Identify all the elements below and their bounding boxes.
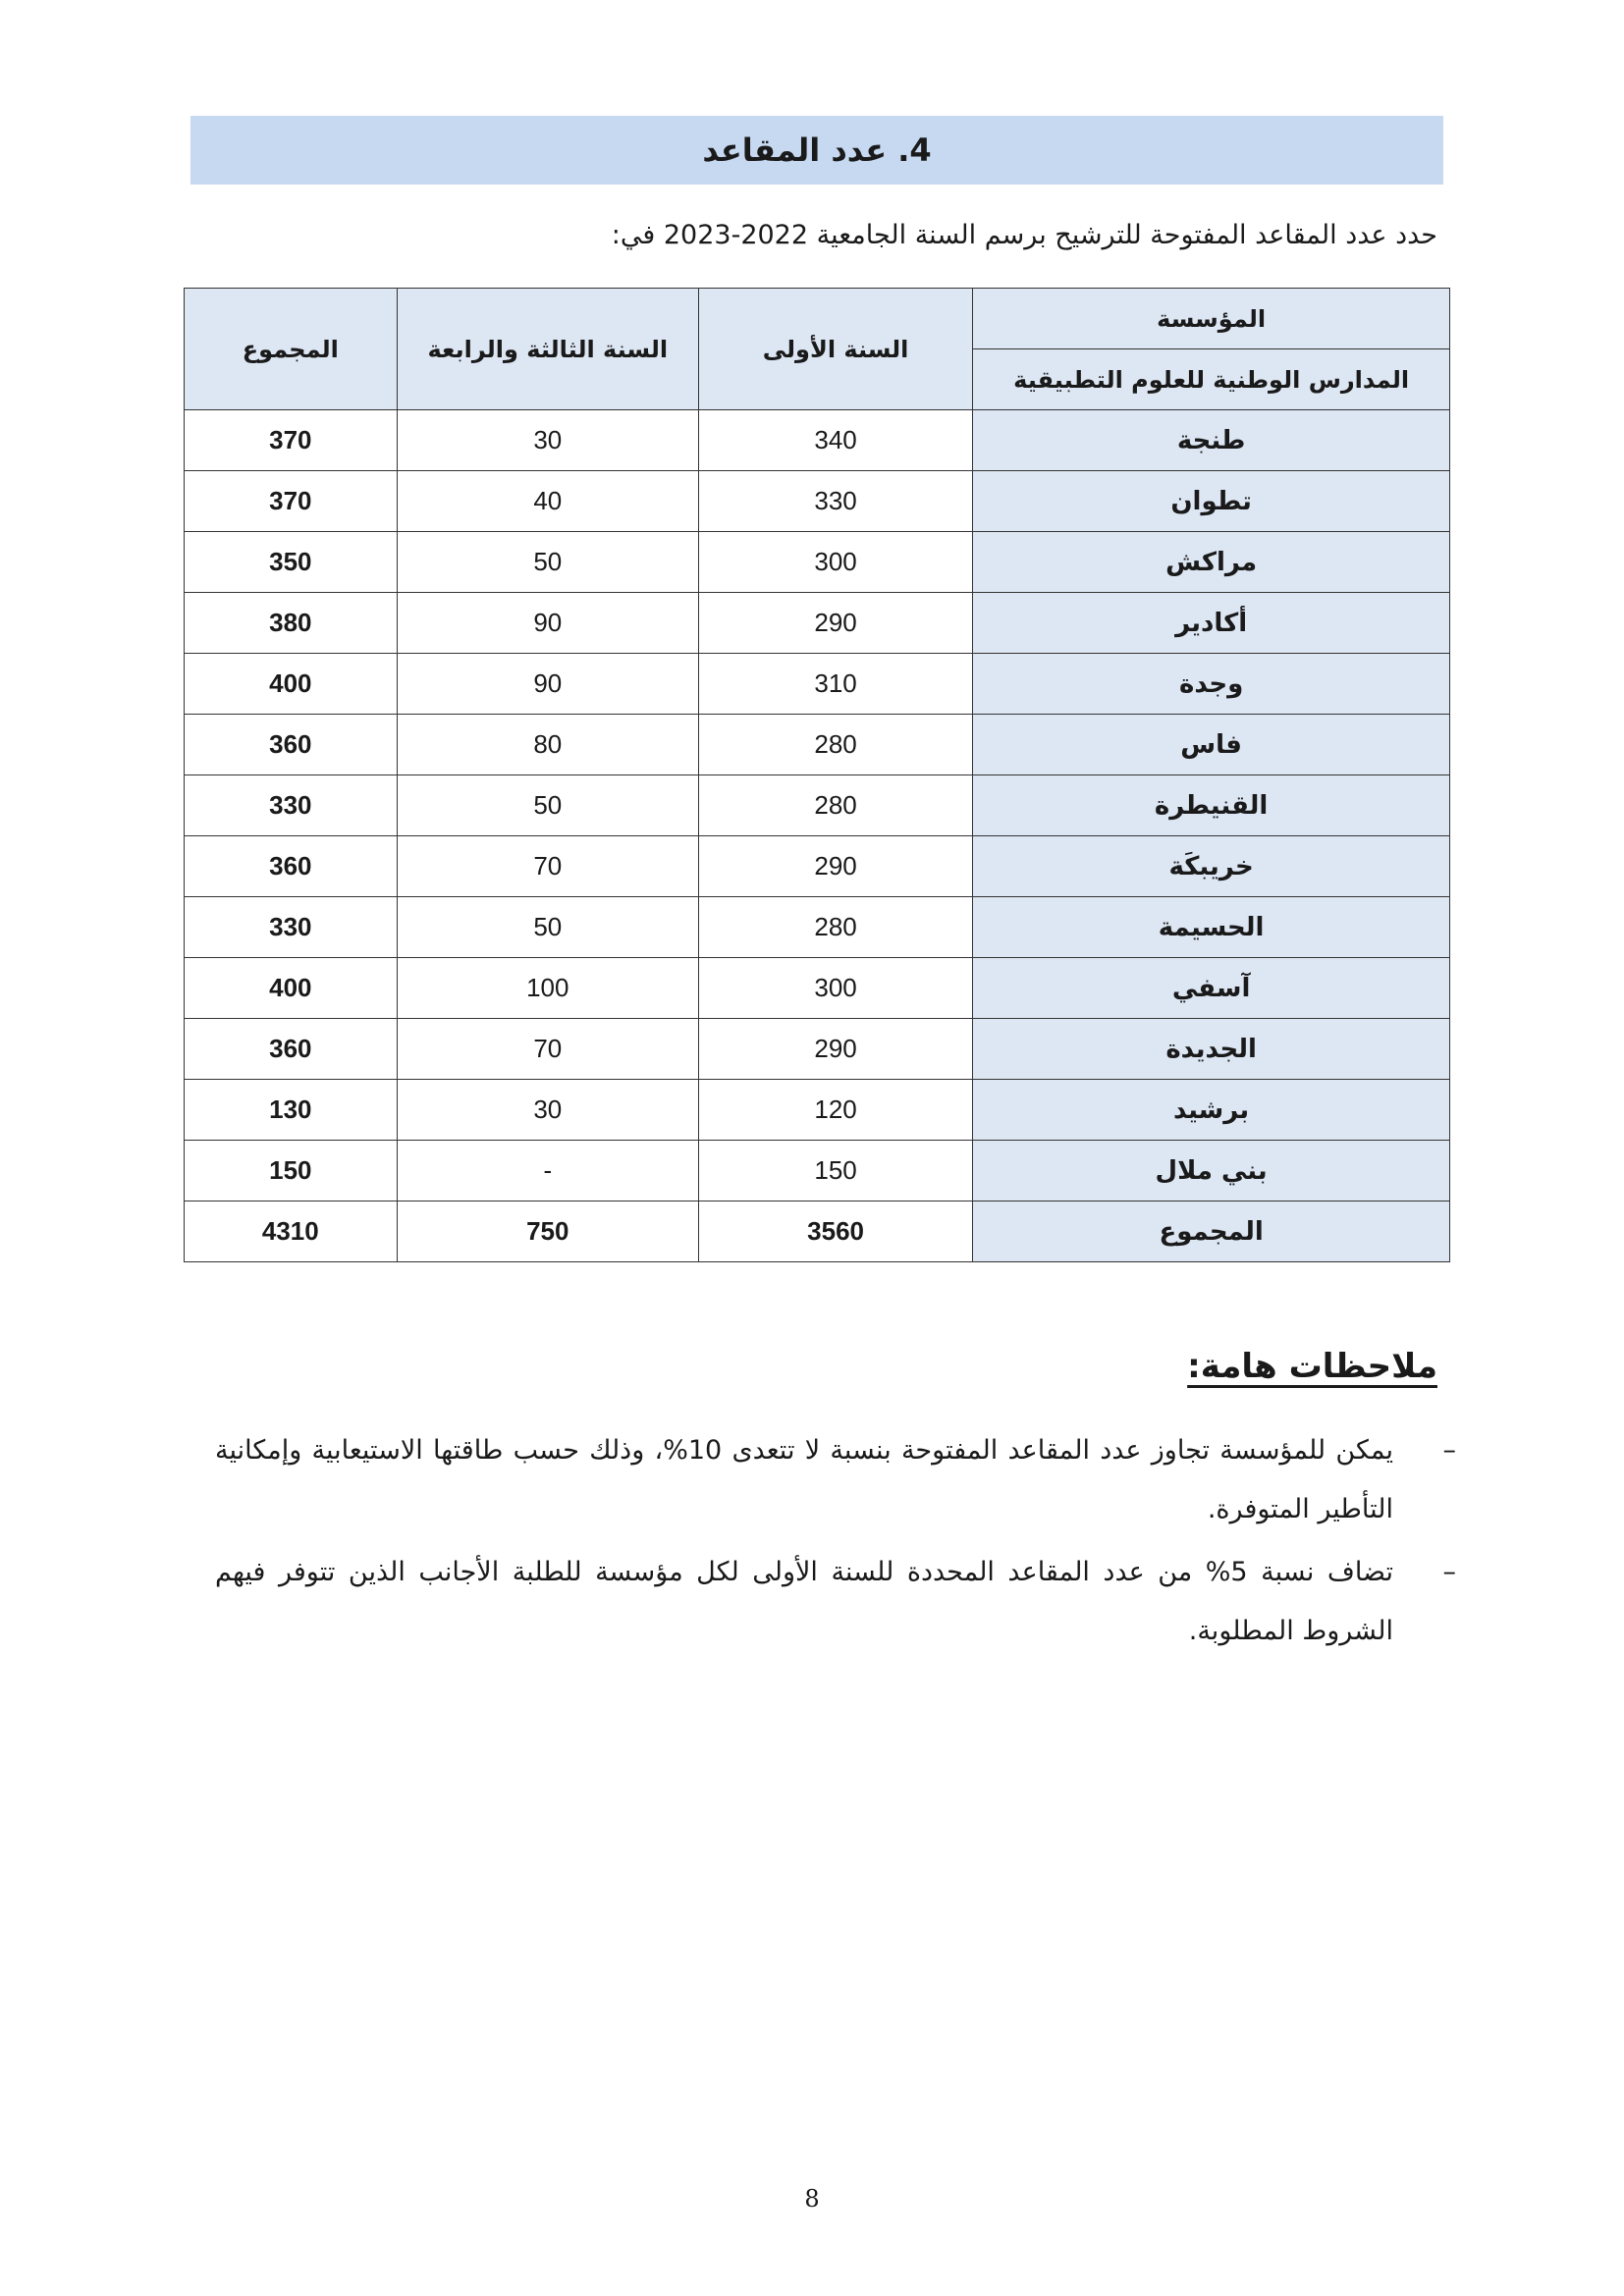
total-row bbox=[185, 1201, 1450, 1262]
cell-total: 360 bbox=[185, 836, 398, 897]
table-row bbox=[185, 836, 1450, 897]
cell-first-year: 280 bbox=[698, 715, 972, 775]
note-item bbox=[215, 1543, 1462, 1661]
header-institution: المؤسسة bbox=[973, 289, 1450, 349]
cell-third-fourth-year: 40 bbox=[397, 471, 698, 532]
cell-third-fourth-year: 50 bbox=[397, 532, 698, 593]
header-institution-group: المدارس الوطنية للعلوم التطبيقية bbox=[973, 349, 1450, 410]
cell-city: طنجة bbox=[973, 410, 1450, 471]
intro-text: حدد عدد المقاعد المفتوحة للترشيح برسم السنة الجامعية 2022-2023 في: bbox=[611, 220, 1437, 250]
cell-total: 370 bbox=[185, 410, 398, 471]
table-row bbox=[185, 775, 1450, 836]
cell-first-year: 280 bbox=[698, 775, 972, 836]
note-text: تضاف نسبة 5% من عدد المقاعد المحددة للسنة الأولى لكل مؤسسة للطلبة الأجانب الذين تتوفر فيهم الشروط المطلوبة. bbox=[215, 1557, 1393, 1646]
total-first-year: 3560 bbox=[698, 1201, 972, 1262]
cell-first-year: 280 bbox=[698, 897, 972, 958]
cell-first-year: 310 bbox=[698, 654, 972, 715]
cell-total: 330 bbox=[185, 775, 398, 836]
cell-city: الجديدة bbox=[973, 1019, 1450, 1080]
cell-third-fourth-year: 90 bbox=[397, 654, 698, 715]
header-third-fourth-year: السنة الثالثة والرابعة bbox=[397, 289, 698, 410]
table-row bbox=[185, 654, 1450, 715]
cell-first-year: 300 bbox=[698, 532, 972, 593]
cell-third-fourth-year: 70 bbox=[397, 1019, 698, 1080]
cell-first-year: 290 bbox=[698, 1019, 972, 1080]
cell-first-year: 120 bbox=[698, 1080, 972, 1141]
cell-city: القنيطرة bbox=[973, 775, 1450, 836]
seats-table bbox=[184, 288, 1450, 1262]
grand-total: 4310 bbox=[185, 1201, 398, 1262]
table-row bbox=[185, 1080, 1450, 1141]
cell-city: وجدة bbox=[973, 654, 1450, 715]
cell-city: مراكش bbox=[973, 532, 1450, 593]
bullet-dash: – bbox=[1442, 1435, 1456, 1466]
header-total: المجموع bbox=[185, 289, 398, 410]
cell-city: فاس bbox=[973, 715, 1450, 775]
cell-third-fourth-year: 100 bbox=[397, 958, 698, 1019]
table-row bbox=[185, 410, 1450, 471]
cell-first-year: 300 bbox=[698, 958, 972, 1019]
cell-city: أكادير bbox=[973, 593, 1450, 654]
cell-city: الحسيمة bbox=[973, 897, 1450, 958]
cell-third-fourth-year: 90 bbox=[397, 593, 698, 654]
cell-third-fourth-year: 50 bbox=[397, 775, 698, 836]
cell-total: 330 bbox=[185, 897, 398, 958]
cell-city: برشيد bbox=[973, 1080, 1450, 1141]
table-row bbox=[185, 1019, 1450, 1080]
notes-title: ملاحظات هامة: bbox=[1187, 1347, 1437, 1386]
section-title: 4. عدد المقاعد bbox=[702, 132, 932, 169]
table-body bbox=[185, 410, 1450, 1262]
cell-total: 370 bbox=[185, 471, 398, 532]
cell-total: 380 bbox=[185, 593, 398, 654]
note-item bbox=[215, 1421, 1462, 1539]
cell-city: خريبكَة bbox=[973, 836, 1450, 897]
cell-city: آسفي bbox=[973, 958, 1450, 1019]
table-row bbox=[185, 593, 1450, 654]
cell-third-fourth-year: 80 bbox=[397, 715, 698, 775]
cell-first-year: 290 bbox=[698, 836, 972, 897]
table-row bbox=[185, 532, 1450, 593]
bullet-dash: – bbox=[1442, 1557, 1456, 1587]
cell-third-fourth-year: 30 bbox=[397, 410, 698, 471]
cell-city: بني ملال bbox=[973, 1141, 1450, 1201]
table-row bbox=[185, 715, 1450, 775]
cell-total: 360 bbox=[185, 1019, 398, 1080]
page-number: 8 bbox=[804, 2185, 820, 2213]
table-row bbox=[185, 958, 1450, 1019]
cell-first-year: 340 bbox=[698, 410, 972, 471]
cell-total: 130 bbox=[185, 1080, 398, 1141]
total-label: المجموع bbox=[973, 1201, 1450, 1262]
section-header bbox=[190, 116, 1443, 185]
cell-third-fourth-year: 70 bbox=[397, 836, 698, 897]
cell-total: 150 bbox=[185, 1141, 398, 1201]
cell-third-fourth-year: 50 bbox=[397, 897, 698, 958]
cell-total: 360 bbox=[185, 715, 398, 775]
cell-third-fourth-year: - bbox=[397, 1141, 698, 1201]
notes-list bbox=[215, 1421, 1462, 1665]
cell-total: 350 bbox=[185, 532, 398, 593]
table-row bbox=[185, 897, 1450, 958]
cell-first-year: 150 bbox=[698, 1141, 972, 1201]
table-row bbox=[185, 471, 1450, 532]
cell-first-year: 330 bbox=[698, 471, 972, 532]
note-text: يمكن للمؤسسة تجاوز عدد المقاعد المفتوحة بنسبة لا تتعدى 10%، وذلك حسب طاقتها الاستيعابية وإمكانية التأطير المتوفرة. bbox=[215, 1435, 1393, 1524]
cell-total: 400 bbox=[185, 654, 398, 715]
cell-city: تطوان bbox=[973, 471, 1450, 532]
total-third-fourth-year: 750 bbox=[397, 1201, 698, 1262]
table-row bbox=[185, 1141, 1450, 1201]
header-first-year: السنة الأولى bbox=[698, 289, 972, 410]
cell-total: 400 bbox=[185, 958, 398, 1019]
cell-first-year: 290 bbox=[698, 593, 972, 654]
cell-third-fourth-year: 30 bbox=[397, 1080, 698, 1141]
